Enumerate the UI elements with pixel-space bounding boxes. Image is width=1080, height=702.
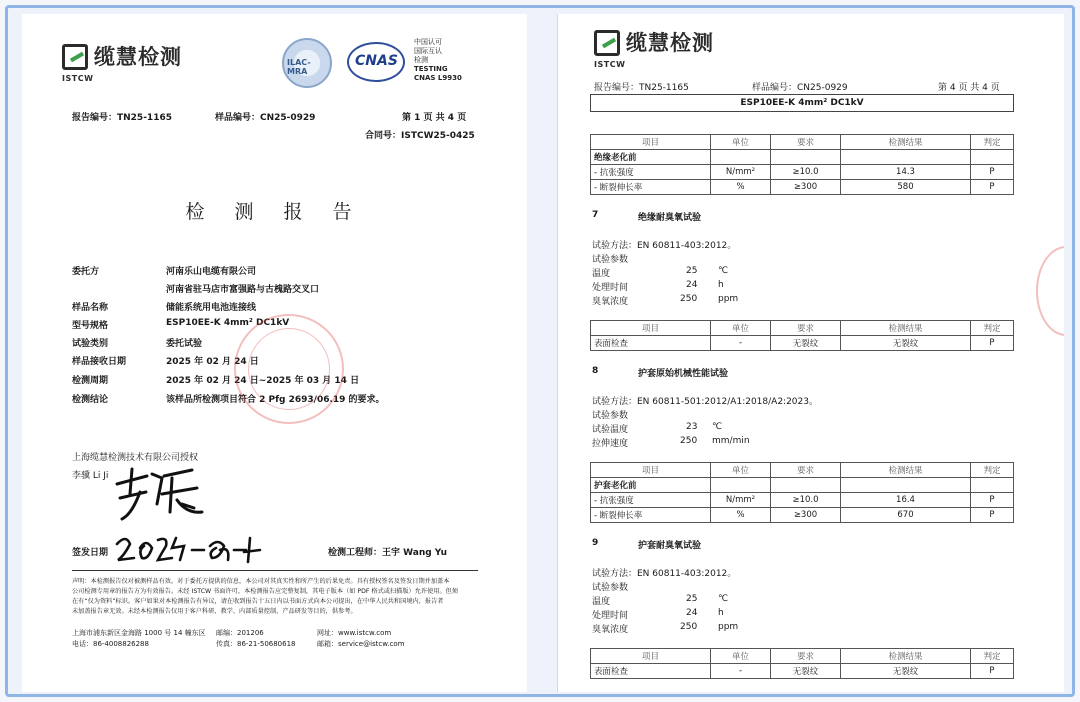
handwritten-signature-icon	[102, 464, 212, 524]
field-value: 河南省驻马店市富强路与古槐路交叉口	[166, 285, 320, 295]
param-name: 拉伸速度	[592, 439, 629, 449]
header-cell: 要求	[771, 135, 841, 150]
logo-mark-icon	[62, 44, 88, 70]
test-method: 试验方法：EN 60811-403:2012。	[592, 569, 737, 579]
field-value: 储能系统用电池连接线	[166, 303, 257, 313]
header-cell: 检测结果	[841, 463, 971, 478]
cnas-logo-icon: CNAS	[347, 42, 405, 82]
header-cell: 单位	[711, 135, 771, 150]
cell: P	[971, 165, 1014, 180]
header-cell: 项目	[591, 321, 711, 336]
cell: 无裂纹	[841, 336, 971, 351]
param-unit: ℃	[712, 422, 723, 432]
header-cell: 单位	[711, 321, 771, 336]
field-value: 2025 年 02 月 24 日	[166, 357, 259, 367]
param-name: 试验温度	[592, 425, 629, 435]
cnas-accreditation-text: 中国认可 国际互认 检测 TESTING CNAS L9930	[414, 38, 462, 82]
field-value: 委托试验	[166, 339, 203, 349]
header-cell: 要求	[771, 321, 841, 336]
section-7-title: 绝缘耐臭氧试验	[638, 213, 702, 223]
header-cell: 判定	[971, 135, 1014, 150]
header-cell: 检测结果	[841, 135, 971, 150]
footer-website: 网址：www.istcw.com	[317, 629, 392, 637]
section-7-number: 7	[592, 210, 599, 220]
param-value: 24	[686, 280, 698, 290]
logo-name: 缆慧检测	[626, 31, 714, 55]
param-value: 250	[680, 622, 698, 632]
table-row	[591, 165, 1014, 180]
group-cell: 绝缘老化前	[591, 150, 711, 165]
table-row	[591, 336, 1014, 351]
page-number: 第 4 页 共 4 页	[938, 83, 1000, 93]
cell: P	[971, 180, 1014, 195]
param-value: 25	[686, 594, 698, 604]
results-table	[590, 134, 1014, 195]
test-engineer: 检测工程师：王宇 Wang Yu	[328, 548, 448, 558]
params-label: 试验参数	[592, 411, 629, 421]
header-cell: 判定	[971, 463, 1014, 478]
param-unit: ℃	[718, 266, 729, 276]
section-9-table	[590, 648, 1014, 679]
cell: - 断裂伸长率	[591, 508, 711, 523]
param-name: 处理时间	[592, 283, 629, 293]
cell: 无裂纹	[771, 664, 841, 679]
param-unit: ppm	[718, 622, 739, 632]
section-8-title: 护套原始机械性能试验	[638, 369, 729, 379]
table-row	[591, 180, 1014, 195]
table-row	[591, 664, 1014, 679]
cell: N/mm²	[711, 165, 771, 180]
cell: ≥10.0	[771, 165, 841, 180]
cell: - 抗张强度	[591, 493, 711, 508]
header-cell: 检测结果	[841, 321, 971, 336]
param-value: 250	[680, 436, 698, 446]
logo-name: 缆慧检测	[94, 45, 182, 69]
declaration-line: 未加盖报告章无效。未经本检测报告仅用于客户科研、教学、内部质量控制、产品研发等目的，供参考。	[72, 608, 357, 615]
param-unit: h	[718, 280, 724, 290]
ilac-mra-seal-icon: ILAC-MRA	[282, 38, 332, 88]
cell: N/mm²	[711, 493, 771, 508]
logo-mark-icon	[594, 30, 620, 56]
cell: 表面检查	[591, 664, 711, 679]
param-name: 处理时间	[592, 611, 629, 621]
cell: 无裂纹	[771, 336, 841, 351]
sign-date-label: 签发日期	[72, 548, 109, 558]
field-value: 2025 年 02 月 24 日~2025 年 03 月 14 日	[166, 376, 360, 386]
field-label: 样品名称	[72, 303, 109, 313]
report-results-page	[557, 14, 1064, 692]
param-value: 23	[686, 422, 698, 432]
footer-address: 上海市浦东新区金海路 1000 号 14 幢东区	[72, 629, 206, 637]
header-cell: 要求	[771, 649, 841, 664]
table-row	[591, 150, 1014, 165]
header-cell: 项目	[591, 463, 711, 478]
footer-email: 邮箱：service@istcw.com	[317, 640, 405, 648]
header-cell: 单位	[711, 649, 771, 664]
param-unit: mm/min	[712, 436, 750, 446]
cell: -	[711, 664, 771, 679]
header-cell: 要求	[771, 463, 841, 478]
section-8-table	[590, 462, 1014, 523]
contract-number: 合同号：ISTCW25-0425	[365, 131, 475, 141]
test-method: 试验方法：EN 60811-501:2012/A1:2018/A2:2023。	[592, 397, 818, 407]
params-label: 试验参数	[592, 583, 629, 593]
field-value: 该样品所检测项目符合 2 Pfg 2693/06.19 的要求。	[166, 395, 385, 405]
cell: 14.3	[841, 165, 971, 180]
section-9-title: 护套耐臭氧试验	[638, 541, 702, 551]
authorizing-company: 上海缆慧检测技术有限公司授权	[72, 453, 199, 463]
cell: -	[711, 336, 771, 351]
param-value: 250	[680, 294, 698, 304]
cell: ≥10.0	[771, 493, 841, 508]
field-label: 检测周期	[72, 376, 109, 386]
group-cell: 护套老化前	[591, 478, 711, 493]
header-cell: 项目	[591, 649, 711, 664]
cell: P	[971, 336, 1014, 351]
report-title: 检 测 报 告	[185, 201, 364, 223]
params-label: 试验参数	[592, 255, 629, 265]
field-label: 检测结论	[72, 395, 109, 405]
cell: ≥300	[771, 180, 841, 195]
cell: 16.4	[841, 493, 971, 508]
sample-number: 样品编号：CN25-0929	[215, 113, 316, 123]
cell: - 断裂伸长率	[591, 180, 711, 195]
section-9-number: 9	[592, 538, 599, 548]
cell: P	[971, 493, 1014, 508]
cell: P	[971, 664, 1014, 679]
field-value: ESP10EE-K 4mm² DC1kV	[166, 318, 290, 328]
company-logo	[62, 44, 182, 83]
company-logo	[594, 30, 714, 69]
param-unit: ppm	[718, 294, 739, 304]
param-name: 臭氧浓度	[592, 625, 629, 635]
header-cell: 单位	[711, 463, 771, 478]
section-7-table	[590, 320, 1014, 351]
declaration-line: 声明：本检测报告仅对被测样品有效。对于委托方提供的信息，本公司对其真实性和所产生的后果免责。具有授权签名及签发日期并加盖本	[72, 578, 450, 585]
header-cell: 判定	[971, 649, 1014, 664]
sample-number: 样品编号：CN25-0929	[752, 83, 848, 93]
model-box: ESP10EE-K 4mm² DC1kV	[590, 94, 1014, 112]
cell: P	[971, 508, 1014, 523]
report-number: 报告编号：TN25-1165	[594, 83, 689, 93]
handwritten-date-icon	[112, 532, 262, 568]
footer-phone: 电话：86-4008826288	[72, 640, 149, 648]
cell: ≥300	[771, 508, 841, 523]
authorized-signer: 李骥 Li Ji	[72, 471, 109, 481]
cell: %	[711, 508, 771, 523]
param-value: 24	[686, 608, 698, 618]
field-label: 样品接收日期	[72, 357, 127, 367]
field-label: 型号规格	[72, 321, 109, 331]
param-name: 温度	[592, 269, 611, 279]
param-unit: h	[718, 608, 724, 618]
table-row	[591, 508, 1014, 523]
header-cell: 项目	[591, 135, 711, 150]
divider	[72, 570, 478, 571]
seal-edge-stamp-icon	[1036, 246, 1064, 336]
cell: 580	[841, 180, 971, 195]
table-header-row	[591, 135, 1014, 150]
header-cell: 判定	[971, 321, 1014, 336]
table-row	[591, 493, 1014, 508]
param-name: 温度	[592, 597, 611, 607]
cell: - 抗张强度	[591, 165, 711, 180]
cell: %	[711, 180, 771, 195]
test-method: 试验方法：EN 60811-403:2012。	[592, 241, 737, 251]
field-label: 试验类别	[72, 339, 109, 349]
report-cover-page	[22, 14, 527, 692]
company-seal-inner-icon	[248, 328, 330, 410]
field-label: 委托方	[72, 267, 100, 277]
table-row	[591, 478, 1014, 493]
page-number: 第 1 页 共 4 页	[402, 113, 467, 123]
cell: 表面检查	[591, 336, 711, 351]
param-name: 臭氧浓度	[592, 297, 629, 307]
table-header-row	[591, 321, 1014, 336]
cell: 670	[841, 508, 971, 523]
field-value: 河南乐山电缆有限公司	[166, 267, 257, 277]
logo-sub: ISTCW	[62, 74, 94, 83]
footer-fax: 传真：86-21-50680618	[216, 640, 296, 648]
declaration-line: 在有“仅为资料”标识。客户如果对本检测报告有异议，请在收到报告十五日内以书面方式向本公司提出，在中华人民共和国境内，报告者	[72, 598, 444, 605]
param-value: 25	[686, 266, 698, 276]
footer-postcode: 邮编：201206	[216, 629, 264, 637]
report-number: 报告编号：TN25-1165	[72, 113, 172, 123]
section-8-number: 8	[592, 366, 599, 376]
table-header-row	[591, 463, 1014, 478]
declaration-line: 公司检测专用章的报告方为有效报告。未经 ISTCW 书面许可，本检测报告应完整复制，其电子版本（如 PDF 格式或扫描版）允许使用。但须	[72, 588, 459, 595]
table-header-row	[591, 649, 1014, 664]
cell: 无裂纹	[841, 664, 971, 679]
logo-sub: ISTCW	[594, 60, 626, 69]
param-unit: ℃	[718, 594, 729, 604]
header-cell: 检测结果	[841, 649, 971, 664]
